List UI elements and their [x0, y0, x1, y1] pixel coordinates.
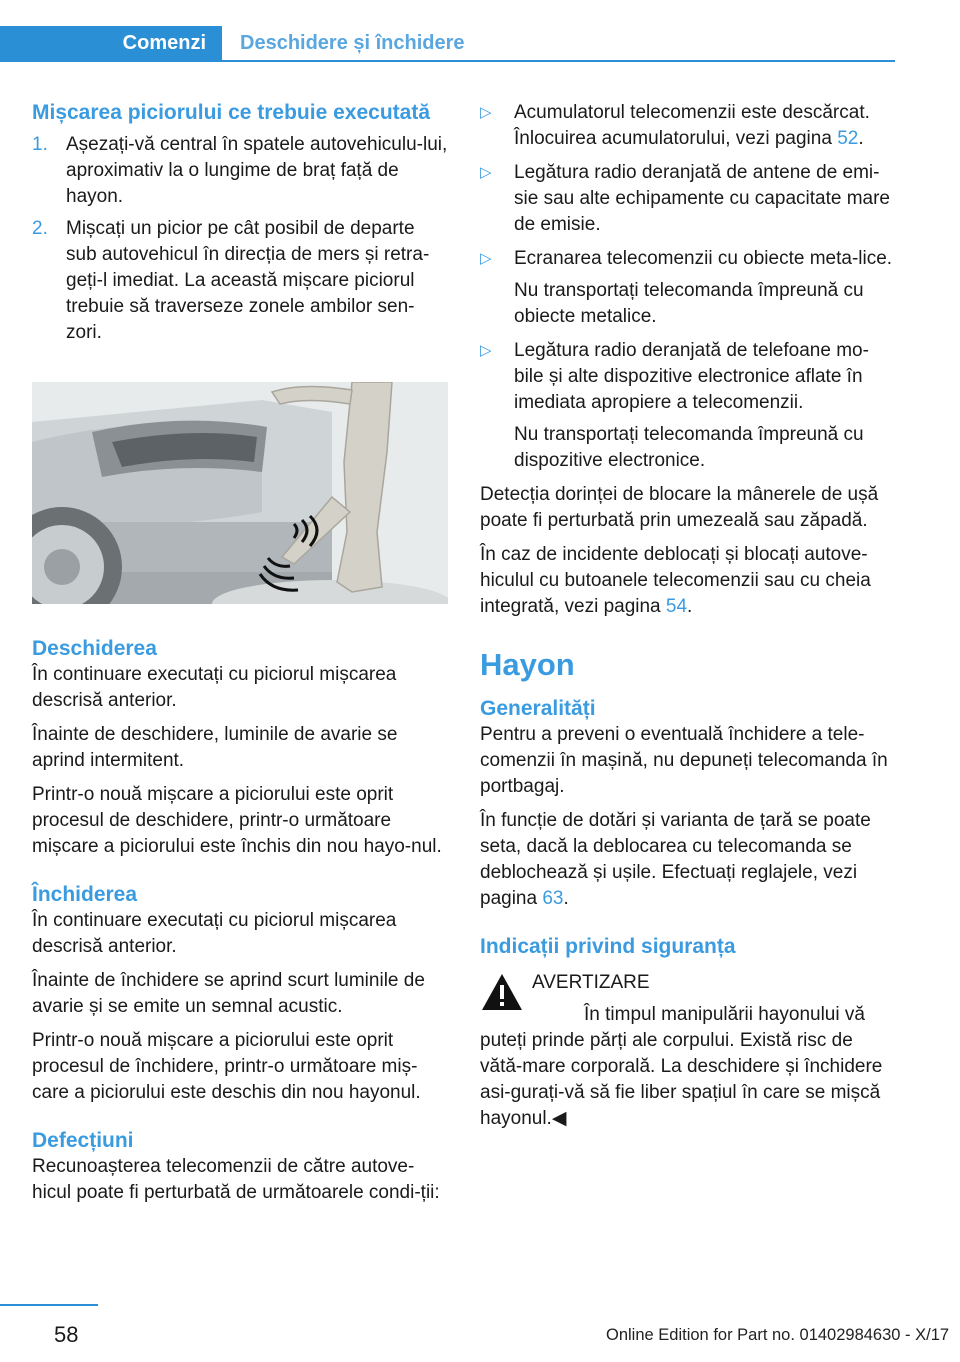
page-link[interactable]: 54 — [665, 596, 688, 617]
punctuation: . — [858, 128, 864, 149]
bullet-text: Legătura radio deranjată de antene de emi-sie sau alte echipamente cu capacitate mare de emisie. — [514, 162, 890, 235]
list-item — [32, 132, 448, 210]
bullet-text: Acumulatorul telecomenzii este descărcat. Înlocuirea acumulatorului, vezi pagina — [514, 102, 870, 149]
list-item — [480, 338, 896, 474]
tab-comenzi[interactable]: Comenzi — [0, 26, 222, 60]
step-number: 1. — [32, 134, 48, 155]
edition-footer: Online Edition for Part no. 01402984630 - X/17 — [606, 1326, 950, 1344]
list-item — [480, 246, 896, 330]
step-text: Mișcați un picior pe cât posibil de departe sub autovehicul în direcția de mers și retra-geți-l imediat. La această mișcare piciorul trebuie să traverseze zonele ambilor sen-zori. — [66, 218, 430, 343]
punctuation: . — [563, 888, 569, 909]
step-number: 2. — [32, 218, 48, 239]
heading-indicatii-siguranta: Indicații privind siguranța — [480, 935, 736, 958]
paragraph: Printr-o nouă mișcare a piciorului este oprit procesul de închidere, printr-o următoare miș-care a piciorului este deschis din nou hayonul. — [32, 1030, 421, 1103]
footer-divider — [0, 1304, 98, 1306]
triangle-bullet-icon: ▷ — [480, 342, 492, 359]
heading-deschiderea: Deschiderea — [32, 637, 157, 660]
warning-text: În timpul manipulării hayonului vă puteți prinde părți ale corpului. Există risc de vătă-mare corporală. La deschidere și închidere asi-gurați-vă să fie liber spațiul în care se mișcă hayonul.◀ — [480, 1004, 883, 1129]
conditions-list — [480, 100, 896, 474]
paragraph-text: În caz de incidente deblocați și blocați autove-hiculul cu butoanele telecomenzii sau cu cheia integrată, vezi pagina — [480, 544, 871, 617]
bullet-subtext: Nu transportați telecomanda împreună cu dispozitive electronice. — [514, 424, 864, 471]
paragraph — [480, 542, 896, 620]
bullet-text: Ecranarea telecomenzii cu obiecte meta-lice. — [514, 248, 893, 269]
tab-deschidere-inchidere[interactable]: Deschidere și închidere — [240, 32, 465, 54]
punctuation: . — [687, 596, 693, 617]
paragraph: Detecția dorinței de blocare la mânerele de ușă poate fi perturbată prin umezeală sau zăpadă. — [480, 484, 879, 531]
paragraph: Înainte de închidere se aprind scurt luminile de avarie și se emite un semnal acustic. — [32, 970, 425, 1017]
paragraph: În continuare executați cu piciorul mișcarea descrisă anterior. — [32, 910, 397, 957]
list-item — [32, 216, 448, 346]
paragraph — [480, 808, 896, 912]
warning-title: AVERTIZARE — [532, 972, 650, 993]
step-text: Așezați-vă central în spatele autovehiculu-lui, aproximativ la o lungime de braț față de hayon. — [66, 134, 448, 207]
left-column — [32, 100, 448, 1214]
steps-list — [32, 132, 448, 346]
header-tabs — [0, 26, 895, 62]
list-item — [480, 160, 896, 238]
warning-icon — [480, 972, 524, 1012]
warning-block — [480, 970, 896, 1132]
heading-inchiderea: Închiderea — [32, 883, 138, 906]
tailgate-foot-sensor-illustration — [32, 382, 448, 604]
paragraph: Printr-o nouă mișcare a piciorului este oprit procesul de deschidere, printr-o următoare mișcare a piciorului este închis din nou hayo-nul. — [32, 784, 442, 857]
heading-defectiuni: Defecțiuni — [32, 1129, 134, 1152]
heading-generalitati: Generalități — [480, 697, 596, 720]
bullet-subtext: Nu transportați telecomanda împreună cu obiecte metalice. — [514, 280, 864, 327]
paragraph-text: În funcție de dotări și varianta de țară se poate seta, dacă la deblocarea cu telecomanda se deblochează și ușile. Efectuați reglajele, vezi pagina — [480, 810, 871, 909]
right-column — [480, 100, 896, 1132]
paragraph: Pentru a preveni o eventuală închidere a tele-comenzii în mașină, nu depuneți telecomanda în portbagaj. — [480, 724, 888, 797]
page-link[interactable]: 63 — [542, 888, 564, 909]
paragraph: În continuare executați cu piciorul mișcarea descrisă anterior. — [32, 664, 397, 711]
heading-foot-motion: Mișcarea piciorului ce trebuie executată — [32, 101, 430, 124]
paragraph: Recunoașterea telecomenzii de către autove-hicul poate fi perturbată de următoarele condi-ții: — [32, 1156, 440, 1203]
list-item — [480, 100, 896, 152]
page-number: 58 — [54, 1322, 79, 1347]
paragraph: Înainte de deschidere, luminile de avarie se aprind intermitent. — [32, 724, 398, 771]
bullet-text: Legătura radio deranjată de telefoane mo-bile și alte dispozitive electronice aflate în imediata apropiere a telecomenzii. — [514, 340, 869, 413]
triangle-bullet-icon: ▷ — [480, 164, 492, 181]
triangle-bullet-icon: ▷ — [480, 104, 492, 121]
page-link[interactable]: 52 — [837, 128, 859, 149]
triangle-bullet-icon: ▷ — [480, 250, 492, 267]
heading-hayon: Hayon — [480, 647, 575, 682]
